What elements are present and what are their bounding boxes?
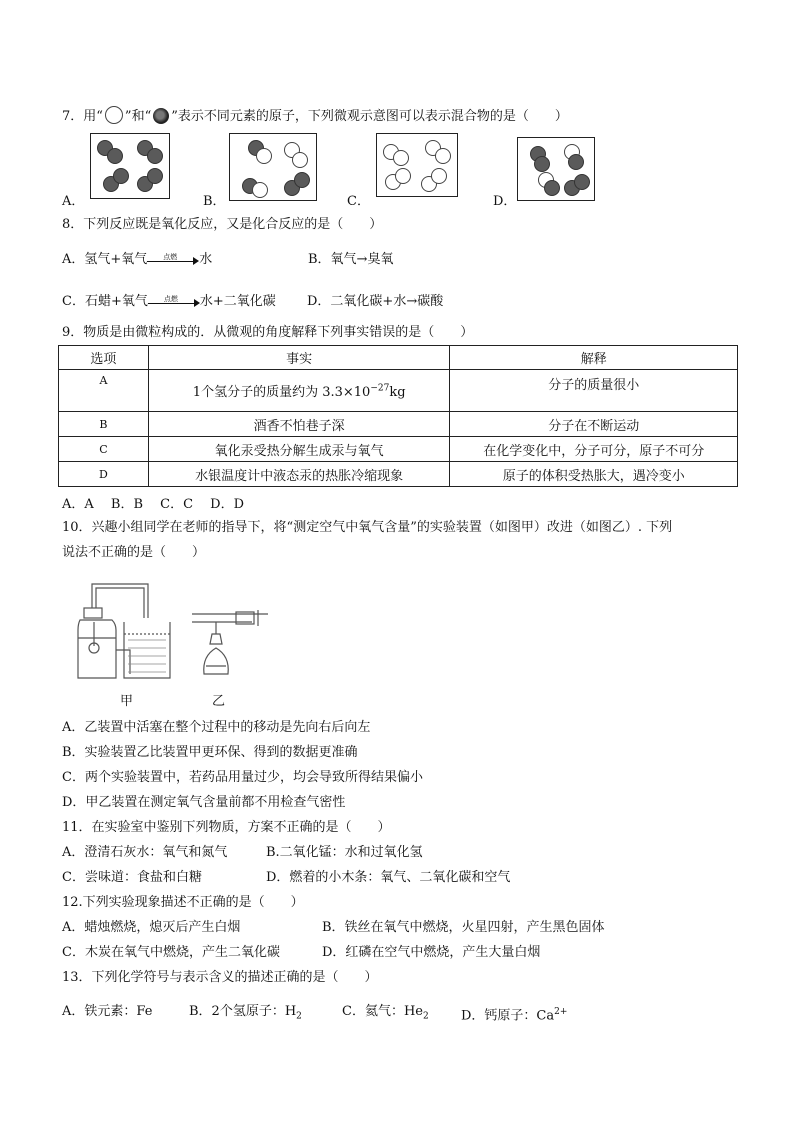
table-cell-explanation: 分子在不断运动	[450, 412, 738, 437]
white-atom-icon	[105, 106, 123, 124]
q8-a-condition: 点燃	[163, 252, 178, 261]
white-atom	[252, 182, 268, 198]
table-cell-explanation: 分子的质量很小	[450, 370, 738, 412]
table-cell-option: B	[59, 412, 149, 437]
q12-option-b[interactable]: B．铁丝在氧气中燃烧，火星四射，产生黑色固体	[322, 920, 605, 935]
q8-option-c[interactable]	[62, 294, 276, 310]
q7-option-d-label[interactable]: D．	[493, 194, 517, 209]
q9-options[interactable]: A．A B．B C．C D．D	[62, 497, 245, 512]
q7-option-a-diagram[interactable]	[90, 133, 170, 199]
dark-atom	[113, 168, 129, 184]
q13-option-d[interactable]	[461, 1004, 567, 1024]
table-cell-fact: 酒香不怕巷子深	[148, 412, 450, 437]
white-atom	[431, 168, 447, 184]
table-header: 解释	[450, 346, 738, 370]
q7-stem-part1: 7．用“	[62, 109, 103, 124]
black-atom-icon	[153, 108, 169, 124]
q7-option-b-label[interactable]: B．	[203, 194, 226, 209]
reaction-arrow-icon	[148, 294, 200, 307]
table-row	[59, 412, 738, 437]
dark-atom	[147, 148, 163, 164]
fact-text: 1个氢分子的质量约为 3.3×10	[192, 385, 371, 400]
white-atom	[256, 148, 272, 164]
label-yi: 乙	[212, 694, 226, 709]
q7-option-c-diagram[interactable]	[376, 133, 458, 197]
q7-option-c-label[interactable]: C．	[347, 194, 370, 209]
q8-c-products: 水+二氧化碳	[199, 294, 276, 309]
q9-table	[58, 345, 738, 487]
label-jia: 甲	[120, 694, 134, 709]
white-atom	[292, 152, 308, 168]
q12-stem: 12.下列实验现象描述不正确的是（ ）	[62, 895, 304, 910]
table-header: 事实	[148, 346, 450, 370]
q8-option-b[interactable]: B．氧气→臭氧	[308, 252, 394, 267]
dark-atom	[574, 174, 590, 190]
table-cell-fact	[148, 370, 450, 412]
table-row	[59, 370, 738, 412]
q13-d-text: D．钙原子：Ca	[461, 1008, 555, 1024]
q8-option-d[interactable]: D．二氧化碳+水→碳酸	[307, 294, 444, 309]
dark-atom	[107, 148, 123, 164]
table-cell-option: D	[59, 462, 149, 487]
q10-option-d[interactable]: D．甲乙装置在测定氧气含量前都不用检查气密性	[62, 795, 346, 810]
q12-option-c[interactable]: C．木炭在氧气中燃烧，产生二氧化碳	[62, 945, 280, 960]
q11-option-c[interactable]: C．尝味道：食盐和白糖	[62, 870, 202, 885]
table-row	[59, 462, 738, 487]
white-atom	[393, 150, 409, 166]
q7-stem-part3: ”表示不同元素的原子，下列微观示意图可以表示混合物的是（ ）	[171, 109, 568, 124]
q10-option-a[interactable]: A．乙装置中活塞在整个过程中的移动是先向右后向左	[62, 720, 371, 735]
q13-stem: 13．下列化学符号与表示含义的描述正确的是（ ）	[62, 970, 378, 985]
q10-option-b[interactable]: B．实验装置乙比装置甲更环保、得到的数据更准确	[62, 745, 358, 760]
q10-stem-line1: 10．兴趣小组同学在老师的指导下，将“测定空气中氧气含量”的实验装置（如图甲）改进（如图乙）. 下列	[62, 520, 673, 535]
q13-c-text: C．氦气：He	[342, 1004, 423, 1019]
q13-b-subscript: 2	[296, 1011, 302, 1022]
q11-option-b[interactable]: B.二氧化锰：水和过氧化氢	[266, 845, 423, 860]
q13-c-subscript: 2	[422, 1011, 429, 1022]
reaction-arrow-icon	[147, 252, 199, 265]
table-header-row	[59, 346, 738, 370]
fact-unit: kg	[389, 385, 406, 400]
q13-d-superscript: 2+	[554, 1007, 568, 1017]
q7-option-b-diagram[interactable]	[229, 133, 317, 201]
table-cell-fact: 氧化汞受热分解生成汞与氧气	[148, 437, 450, 462]
q11-option-a[interactable]: A．澄清石灰水：氧气和氮气	[62, 845, 228, 860]
q11-option-d[interactable]: D．燃着的小木条：氧气、二氧化碳和空气	[266, 870, 511, 885]
q11-stem: 11．在实验室中鉴别下列物质，方案不正确的是（ ）	[62, 820, 391, 835]
dark-atom	[568, 154, 584, 170]
table-cell-option: C	[59, 437, 149, 462]
table-cell-fact: 水银温度计中液态汞的热胀冷缩现象	[148, 462, 450, 487]
table-cell-option: A	[59, 370, 149, 412]
dark-atom	[534, 156, 550, 172]
table-cell-explanation: 在化学变化中，分子可分，原子不可分	[450, 437, 738, 462]
table-row	[59, 437, 738, 462]
q7-option-d-diagram[interactable]	[517, 137, 595, 201]
q13-option-c[interactable]	[342, 1004, 429, 1025]
q7-stem	[62, 106, 568, 125]
apparatus-jia-diagram	[70, 578, 180, 686]
q8-c-condition: 点燃	[163, 294, 178, 303]
q8-a-products: 水	[199, 252, 213, 267]
q10-stem-line2: 说法不正确的是（ ）	[62, 545, 206, 560]
q8-stem: 8．下列反应既是氧化反应，又是化合反应的是（ ）	[62, 217, 383, 232]
q7-stem-part2: ”和“	[124, 109, 152, 124]
fact-exponent: −27	[370, 383, 390, 394]
table-header: 选项	[59, 346, 149, 370]
dark-atom	[294, 172, 310, 188]
q8-c-reactants: C．石蜡+氧气	[62, 294, 148, 309]
q12-option-a[interactable]: A．蜡烛燃烧，熄灭后产生白烟	[62, 920, 241, 935]
q10-option-c[interactable]: C．两个实验装置中，若药品用量过少，均会导致所得结果偏小	[62, 770, 423, 785]
apparatus-yi-diagram	[192, 604, 270, 686]
q9-stem: 9．物质是由微粒构成的．从微观的角度解释下列事实错误的是（ ）	[62, 325, 474, 340]
white-atom	[395, 168, 411, 184]
q8-option-a[interactable]	[62, 252, 212, 268]
q8-a-reactants: A．氢气+氧气	[62, 252, 148, 267]
q12-option-d[interactable]: D．红磷在空气中燃烧，产生大量白烟	[322, 945, 541, 960]
table-cell-explanation: 原子的体积受热胀大，遇冷变小	[450, 462, 738, 487]
q13-option-b[interactable]	[189, 1004, 302, 1025]
dark-atom	[544, 180, 560, 196]
dark-atom	[147, 168, 163, 184]
white-atom	[435, 148, 451, 164]
q7-option-a-label[interactable]: A．	[62, 194, 85, 209]
q13-option-a[interactable]: A．铁元素：Fe	[62, 1004, 153, 1019]
q13-b-text: B．2个氢原子：H	[189, 1004, 297, 1019]
